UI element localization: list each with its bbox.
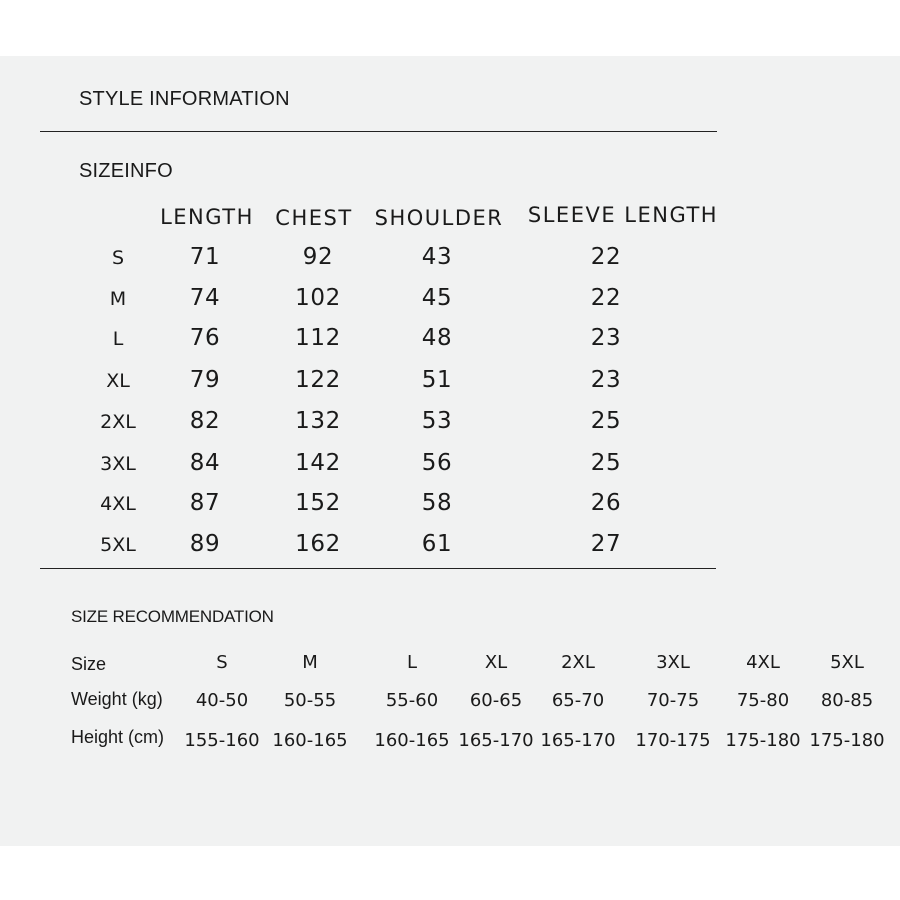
table-cell: 76 <box>189 325 221 351</box>
rec-height-cell: 165-170 <box>540 730 616 751</box>
rec-height-cell: 170-175 <box>635 730 711 751</box>
row-size-label: 3XL <box>100 453 136 475</box>
rec-size-cell: 4XL <box>746 652 780 673</box>
table-cell: 56 <box>421 450 453 476</box>
rec-row-label: Size <box>71 654 107 674</box>
column-header: SHOULDER <box>374 206 504 230</box>
rec-weight-cell: 75-80 <box>736 690 790 711</box>
table-cell: 53 <box>421 408 453 434</box>
row-size-label: XL <box>106 370 130 392</box>
row-size-label: M <box>109 288 127 310</box>
rec-size-cell: 3XL <box>656 652 690 673</box>
top-divider <box>40 131 717 132</box>
column-header: SLEEVE LENGTH <box>527 203 719 227</box>
table-cell: 87 <box>189 490 221 516</box>
rec-height-cell: 160-165 <box>374 730 450 751</box>
rec-size-cell: 2XL <box>561 652 595 673</box>
style-information-title: STYLE INFORMATION <box>79 88 290 110</box>
size-recommendation-title: SIZE RECOMMENDATION <box>71 607 274 626</box>
table-cell: 102 <box>295 285 341 311</box>
table-cell: 22 <box>590 285 622 311</box>
table-cell: 89 <box>189 531 221 557</box>
table-cell: 71 <box>189 244 221 270</box>
table-cell: 152 <box>295 490 341 516</box>
table-cell: 122 <box>295 367 341 393</box>
rec-height-cell: 160-165 <box>272 730 348 751</box>
rec-size-cell: S <box>216 652 228 673</box>
rec-size-cell: M <box>302 652 318 673</box>
row-size-label: S <box>111 247 125 269</box>
rec-size-cell: XL <box>484 652 508 673</box>
table-cell: 25 <box>590 408 622 434</box>
table-cell: 74 <box>189 285 221 311</box>
rec-height-cell: 155-160 <box>184 730 260 751</box>
rec-weight-cell: 80-85 <box>820 690 874 711</box>
table-cell: 132 <box>295 408 341 434</box>
rec-row-label: Height (cm) <box>71 727 165 747</box>
rec-weight-cell: 60-65 <box>469 690 523 711</box>
table-cell: 82 <box>189 408 221 434</box>
table-cell: 27 <box>590 531 622 557</box>
row-size-label: 5XL <box>100 534 136 556</box>
sizeinfo-title: SIZEINFO <box>79 160 173 182</box>
table-cell: 48 <box>421 325 453 351</box>
bottom-divider <box>40 568 716 569</box>
row-size-label: 4XL <box>100 493 136 515</box>
rec-weight-cell: 55-60 <box>385 690 439 711</box>
column-header: CHEST <box>275 206 353 230</box>
rec-row-label: Weight (kg) <box>71 689 163 709</box>
row-size-label: L <box>112 328 124 350</box>
table-cell: 43 <box>421 244 453 270</box>
rec-height-cell: 175-180 <box>809 730 885 751</box>
table-cell: 58 <box>421 490 453 516</box>
table-cell: 25 <box>590 450 622 476</box>
rec-weight-cell: 40-50 <box>195 690 249 711</box>
table-cell: 112 <box>295 325 341 351</box>
table-cell: 61 <box>421 531 453 557</box>
table-cell: 45 <box>421 285 453 311</box>
table-cell: 142 <box>295 450 341 476</box>
rec-height-cell: 175-180 <box>725 730 801 751</box>
table-cell: 26 <box>590 490 622 516</box>
table-cell: 23 <box>590 367 622 393</box>
column-header: LENGTH <box>160 205 254 229</box>
rec-size-cell: L <box>406 652 418 673</box>
table-cell: 84 <box>189 450 221 476</box>
table-cell: 22 <box>590 244 622 270</box>
rec-weight-cell: 50-55 <box>283 690 337 711</box>
table-cell: 23 <box>590 325 622 351</box>
table-cell: 51 <box>421 367 453 393</box>
rec-weight-cell: 65-70 <box>551 690 605 711</box>
table-cell: 92 <box>302 244 334 270</box>
table-cell: 162 <box>295 531 341 557</box>
rec-size-cell: 5XL <box>830 652 864 673</box>
rec-height-cell: 165-170 <box>458 730 534 751</box>
rec-weight-cell: 70-75 <box>646 690 700 711</box>
row-size-label: 2XL <box>100 411 136 433</box>
table-cell: 79 <box>189 367 221 393</box>
